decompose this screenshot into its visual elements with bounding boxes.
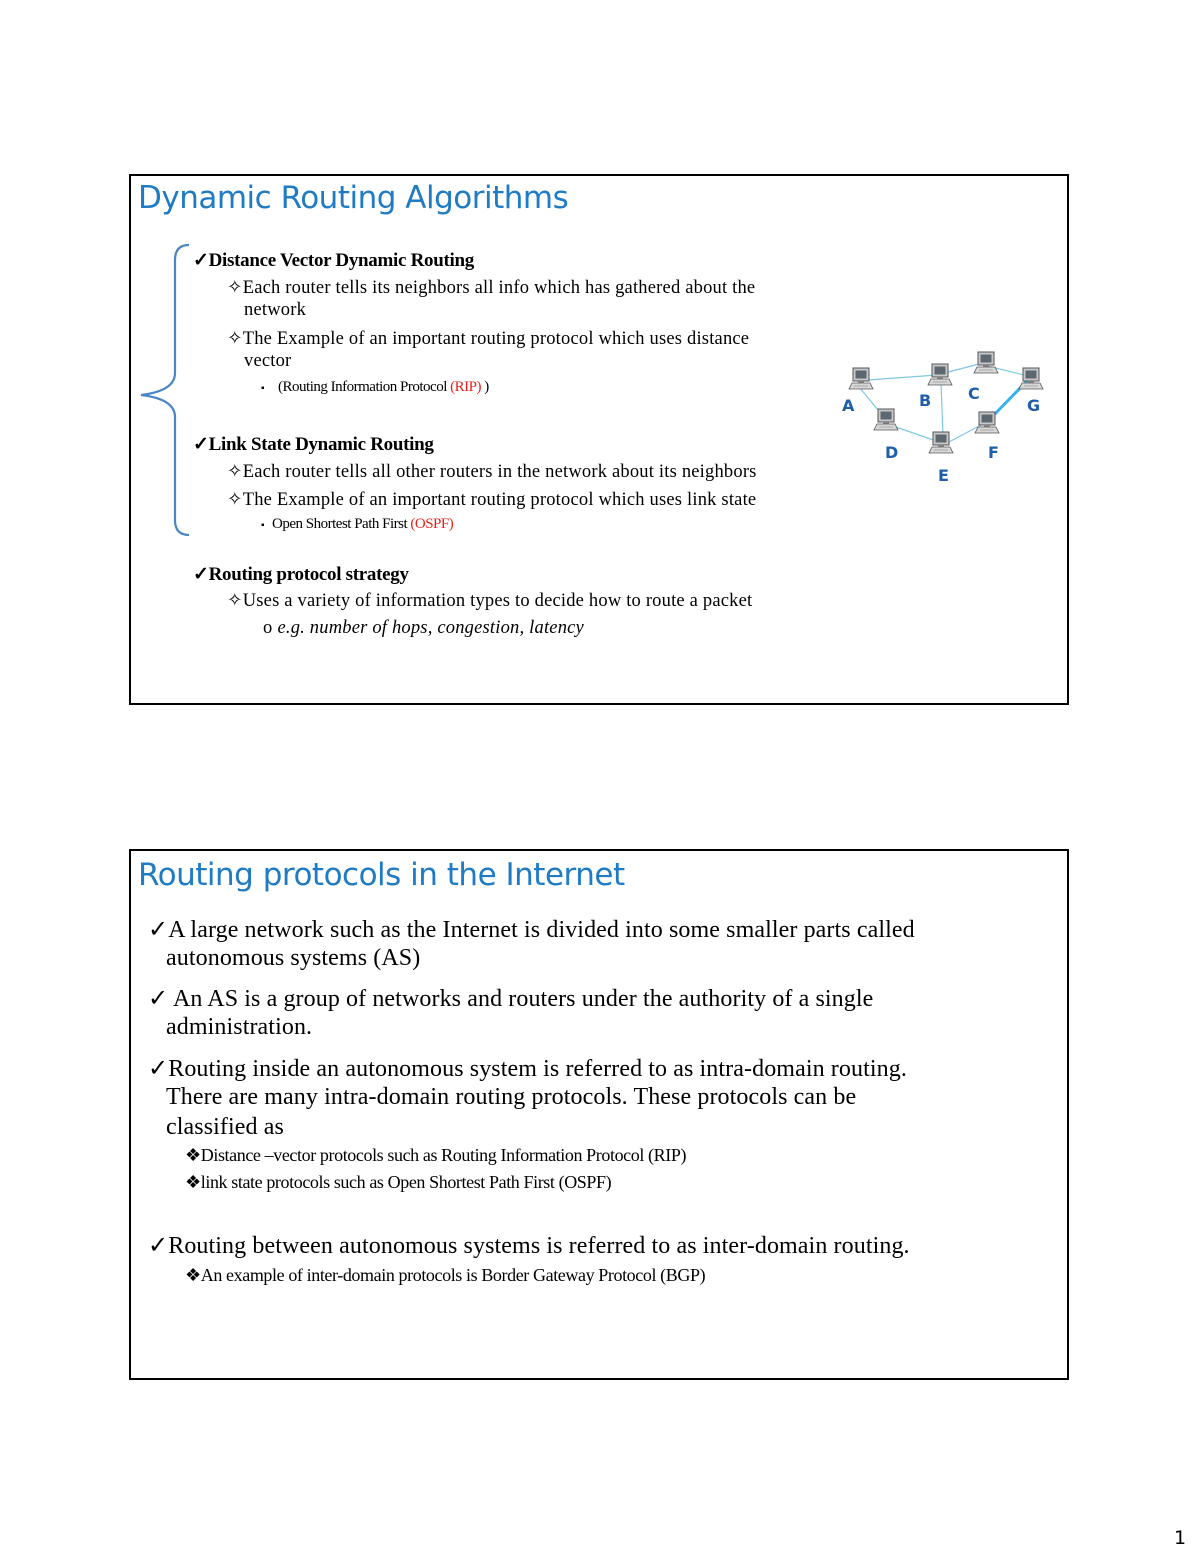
check-icon: ✓ xyxy=(148,986,169,1012)
dv-point-1-cont: network xyxy=(244,300,307,320)
router-a-icon xyxy=(849,368,873,389)
point-3-sub-2: ❖link state protocols such as Open Shortest Path First (OSPF) xyxy=(185,1172,612,1192)
rps-point-1: ✧Uses a variety of information types to decide how to route a packet xyxy=(227,591,753,611)
diamond-bullet-icon: ❖ xyxy=(185,1172,201,1192)
router-d-icon xyxy=(874,409,898,430)
point-3: ✓Routing inside an autonomous system is referred to as intra-domain routing. xyxy=(148,1056,907,1082)
check-icon: ✓ xyxy=(193,250,209,271)
slide-title: Routing protocols in the Internet xyxy=(138,857,625,893)
router-b-icon xyxy=(928,364,952,385)
node-label: E xyxy=(938,466,949,485)
point-4: ✓Routing between autonomous systems is referred to as inter-domain routing. xyxy=(148,1233,910,1259)
ls-heading: ✓Link State Dynamic Routing xyxy=(193,434,434,455)
point-1-cont: autonomous systems (AS) xyxy=(166,945,421,971)
link-b-e xyxy=(941,383,943,436)
page-number: 1 xyxy=(1174,1527,1187,1549)
diamond-bullet-icon: ✧ xyxy=(227,591,243,611)
node-label: A xyxy=(842,396,855,415)
point-2-cont: administration. xyxy=(166,1014,313,1040)
node-label: C xyxy=(968,384,980,403)
router-c-icon xyxy=(974,352,998,373)
network-diagram xyxy=(831,346,1046,485)
point-3-cont-2: classified as xyxy=(166,1114,284,1140)
slide-dynamic-routing xyxy=(129,174,1069,705)
square-bullet-icon: ▪ xyxy=(261,520,265,531)
ls-point-1: ✧Each router tells all other routers in the network about its neighbors xyxy=(227,462,757,482)
ospf-item: ▪ Open Shortest Path First (OSPF) xyxy=(261,516,454,532)
rps-heading: ✓Routing protocol strategy xyxy=(193,564,409,585)
point-3-cont-1: There are many intra-domain routing protocols. These protocols can be xyxy=(166,1084,857,1110)
dv-point-1: ✧Each router tells its neighbors all info which has gathered about the xyxy=(227,278,756,298)
point-2: ✓ An AS is a group of networks and routers under the authority of a single xyxy=(148,986,874,1012)
node-label: D xyxy=(885,443,899,462)
rps-example: o e.g. number of hops, congestion, latency xyxy=(263,618,584,638)
dv-heading: ✓Distance Vector Dynamic Routing xyxy=(193,250,474,271)
router-f-icon xyxy=(975,412,999,433)
diamond-bullet-icon: ❖ xyxy=(185,1265,201,1285)
node-label: G xyxy=(1027,396,1041,415)
check-icon: ✓ xyxy=(148,917,169,943)
link-a-b xyxy=(868,375,937,380)
dv-point-2-cont: vector xyxy=(244,351,292,371)
point-1: ✓A large network such as the Internet is divided into some smaller parts called xyxy=(148,917,915,943)
check-icon: ✓ xyxy=(148,1056,169,1082)
circle-bullet-icon: o xyxy=(263,618,273,638)
check-icon: ✓ xyxy=(193,564,209,585)
square-bullet-icon: ▪ xyxy=(261,383,265,394)
node-label: F xyxy=(988,443,999,462)
point-3-sub-1: ❖Distance –vector protocols such as Routing Information Protocol (RIP) xyxy=(185,1145,687,1165)
diamond-bullet-icon: ✧ xyxy=(227,278,243,298)
router-g-icon xyxy=(1019,368,1043,389)
diamond-bullet-icon: ✧ xyxy=(227,462,243,482)
link-d-e xyxy=(893,426,939,442)
check-icon: ✓ xyxy=(148,1233,169,1259)
rip-item: ▪ (Routing Information Protocol (RIP) ) xyxy=(261,379,489,395)
slide-routing-protocols xyxy=(129,849,1069,1380)
diamond-bullet-icon: ✧ xyxy=(227,490,243,510)
ls-point-2: ✧The Example of an important routing protocol which uses link state xyxy=(227,490,757,510)
diamond-bullet-icon: ❖ xyxy=(185,1145,201,1165)
router-icons xyxy=(849,352,1043,453)
dv-point-2: ✧The Example of an important routing protocol which uses distance xyxy=(227,329,750,349)
node-label: B xyxy=(919,391,932,410)
curly-brace xyxy=(131,176,191,707)
diamond-bullet-icon: ✧ xyxy=(227,329,243,349)
slide-title: Dynamic Routing Algorithms xyxy=(138,180,569,216)
point-4-sub-1: ❖An example of inter-domain protocols is Border Gateway Protocol (BGP) xyxy=(185,1265,706,1285)
router-e-icon xyxy=(929,432,953,453)
check-icon: ✓ xyxy=(193,434,209,455)
